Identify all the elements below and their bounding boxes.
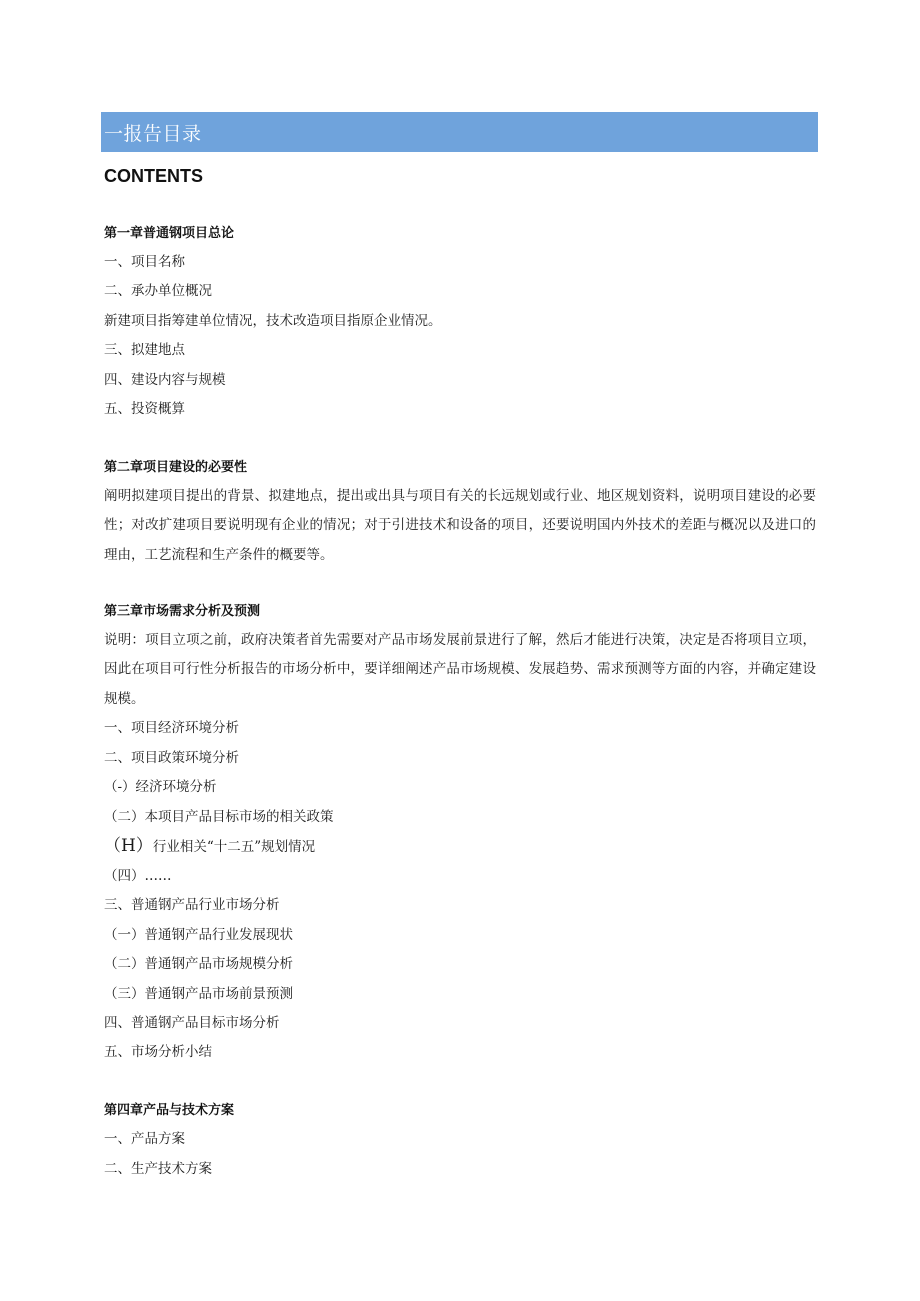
chapter-4-item: 一、产品方案 [104,1131,185,1147]
chapter-3-paragraph: 说明：项目立项之前，政府决策者首先需要对产品市场发展前景进行了解，然后才能进行决策，决定是否将项目立项，因此在项目可行性分析报告的市场分析中，要详细阐述产品市场规模、发展趋势、需求预测等方面的内容，并确定建设规模。 [104,632,816,707]
chapter-2-title: 第二章项目建设的必要性 [104,460,248,475]
chapter-3-item: （二）本项目产品目标市场的相关政策 [104,809,334,825]
chapter-3-item: 二、项目政策环境分析 [104,750,239,766]
chapter-1-item: 四、建设内容与规模 [104,372,226,388]
chapter-3-title: 第三章市场需求分析及预测 [104,604,261,619]
contents-heading: CONTENTS [104,166,203,186]
chapter-3-item: （-）经济环境分析 [104,779,217,795]
chapter-3-item: 五、市场分析小结 [104,1044,212,1060]
chapter-3-item: （一）普通钢产品行业发展现状 [104,927,293,943]
chapter-3-item: 一、项目经济环境分析 [104,720,239,736]
chapter-1-item: 一、项目名称 [104,254,185,270]
section-banner [101,112,818,152]
chapter-3-item: 三、普通钢产品行业市场分析 [104,897,280,913]
chapter-1-item: 新建项目指筹建单位情况，技术改造项目指原企业情况。 [104,313,442,329]
chapter-3-item: （三）普通钢产品市场前景预测 [104,986,293,1002]
chapter-1-item: 五、投资概算 [104,401,185,417]
chapter-3-item: （二）普通钢产品市场规模分析 [104,956,293,972]
chapter-1-title: 第一章普通钢项目总论 [104,226,235,241]
chapter-3-item: 四、普通钢产品目标市场分析 [104,1015,280,1031]
banner-title: 一报告目录 [104,122,202,145]
chapter-4-item: 二、生产技术方案 [104,1161,212,1177]
chapter-3-item-h [104,832,816,862]
chapter-2-paragraph: 阐明拟建项目提出的背景、拟建地点，提出或出具与项目有关的长远规划或行业、地区规划资料，说明项目建设的必要性；对改扩建项目要说明现有企业的情况；对于引进技术和设备的项目，还要说明国内外技术的差距与概况以及进口的理由，工艺流程和生产条件的概要等。 [104,488,816,563]
chapter-3-item: （四）…… [104,868,172,884]
chapter-1-item: 三、拟建地点 [104,342,185,358]
chapter-3-item-h-text: 行业相关“十二五”规划情况 [152,839,316,855]
chapter-4-title: 第四章产品与技术方案 [104,1103,235,1118]
chapter-3-item-h-prefix: （H） [104,836,153,856]
chapter-1-item: 二、承办单位概况 [104,283,212,299]
